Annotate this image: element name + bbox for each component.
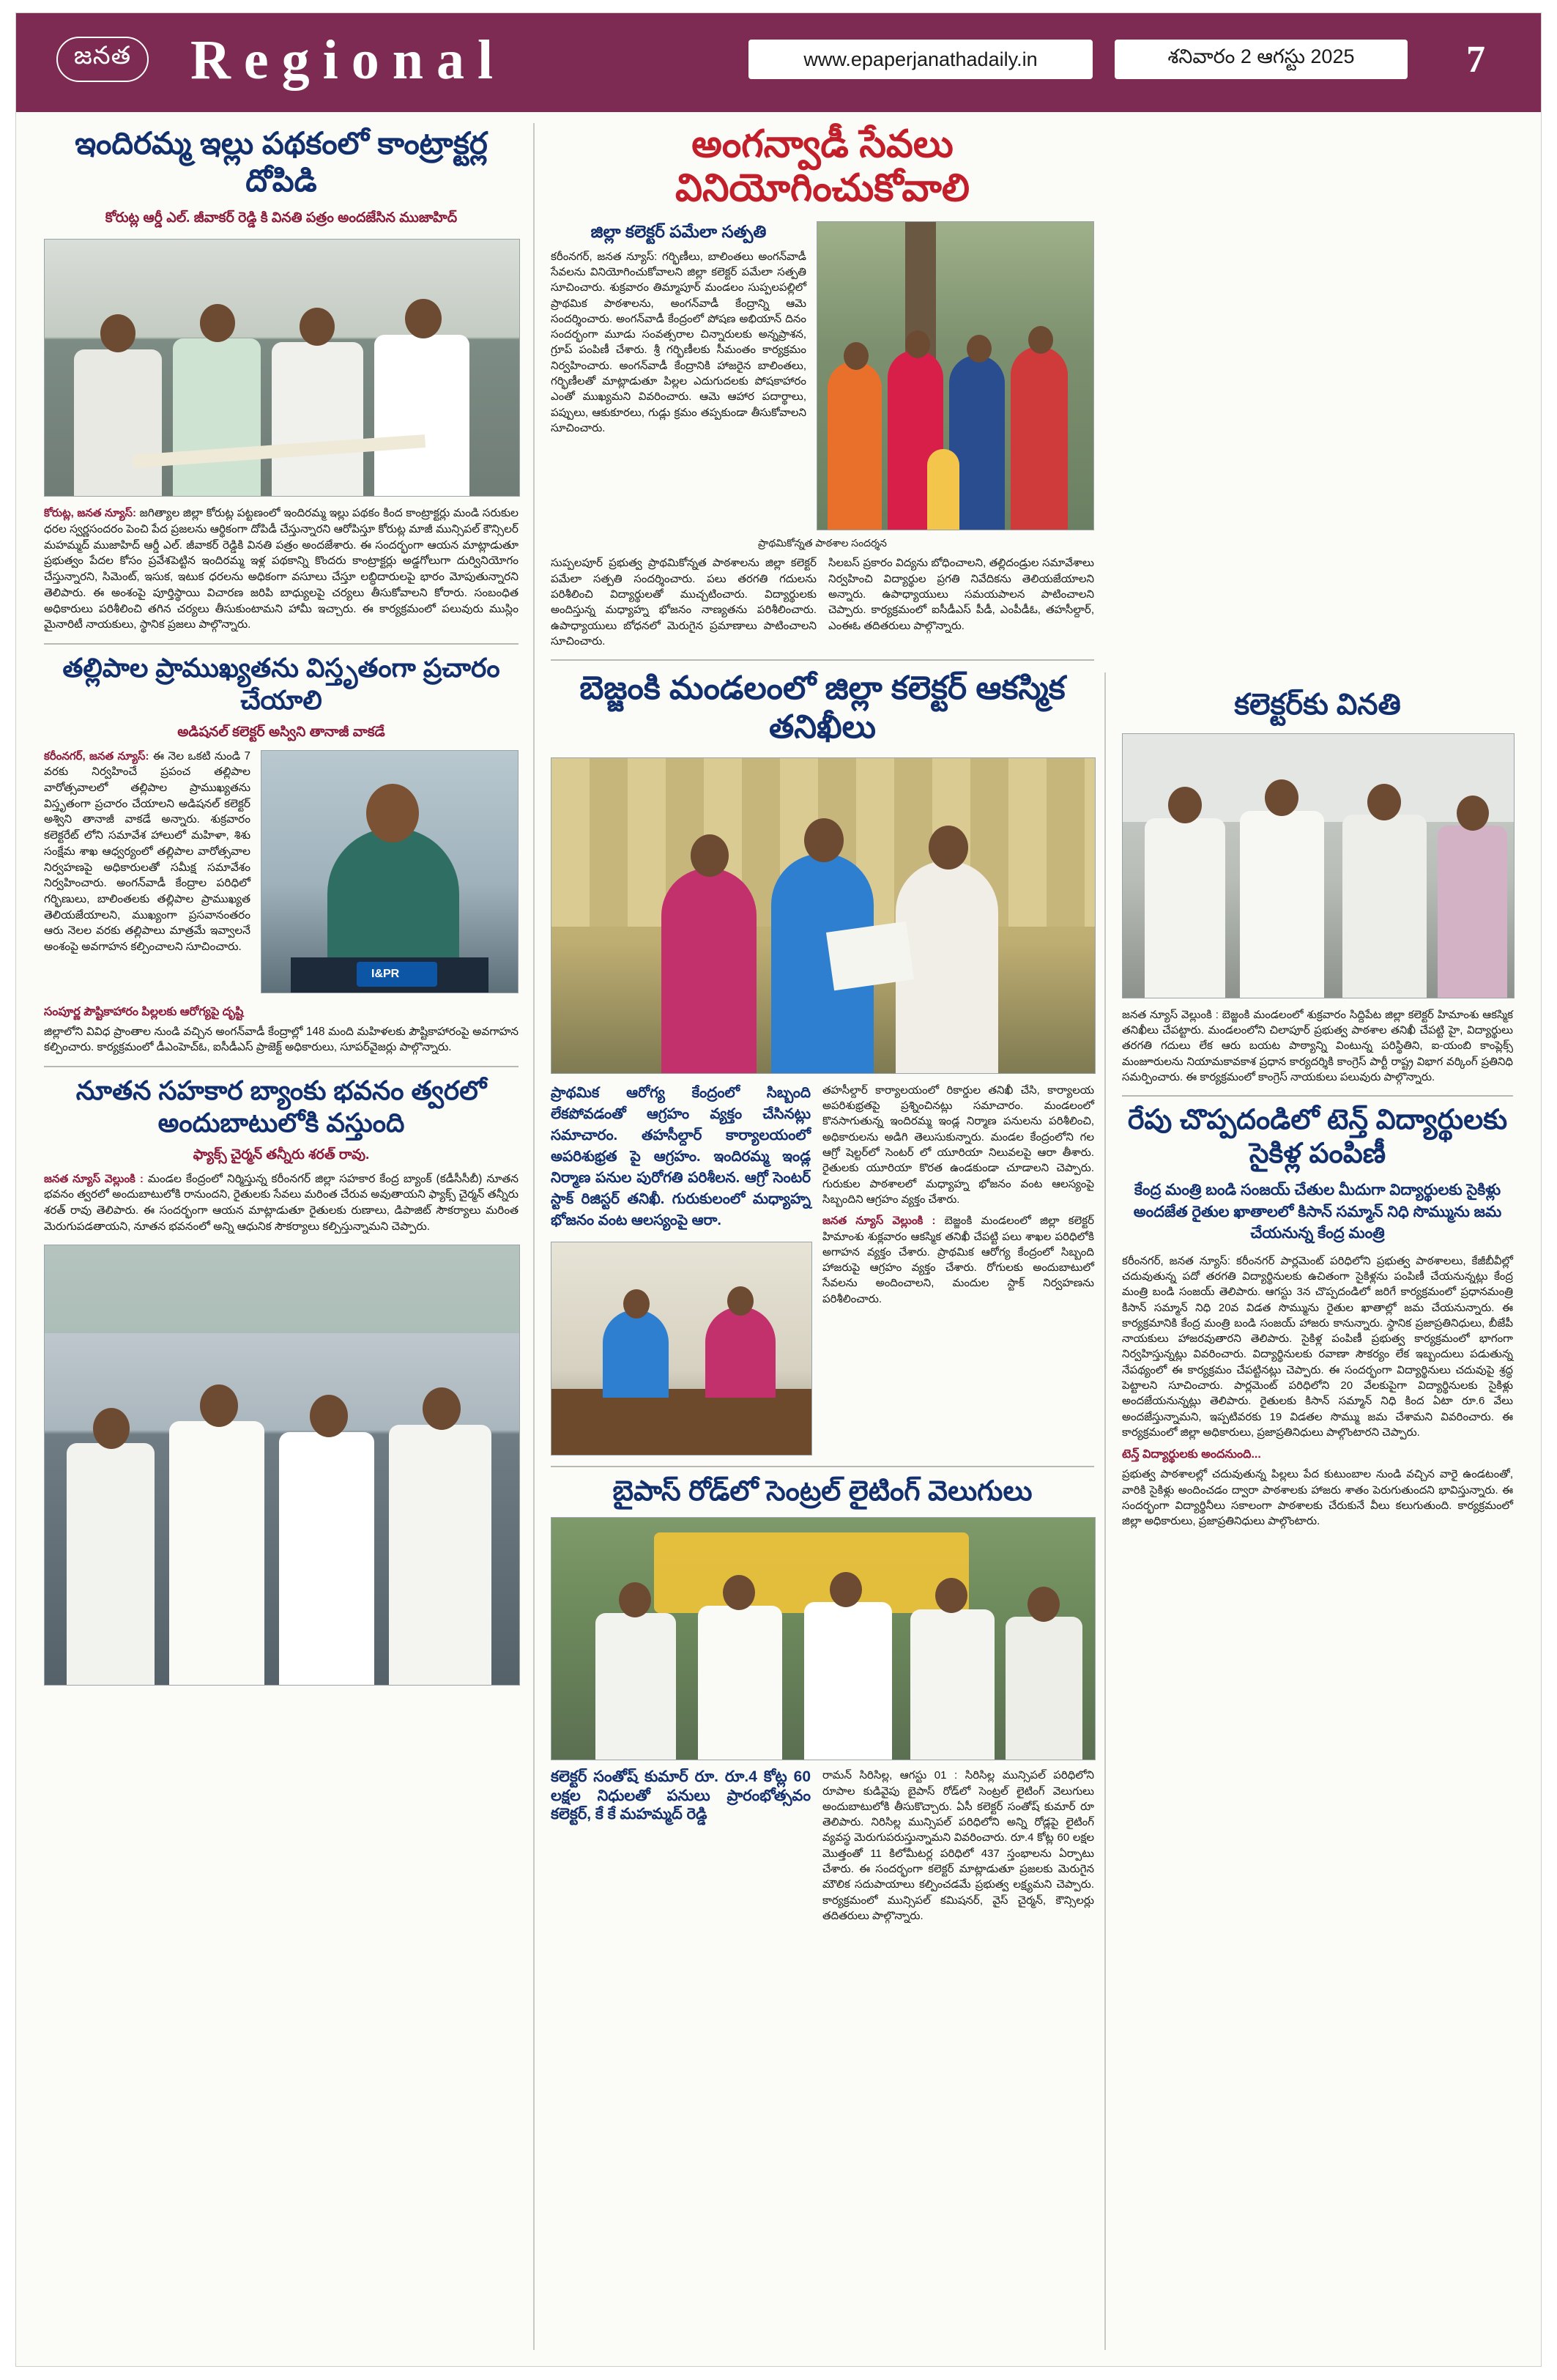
- edition-date: శనివారం 2 ఆగస్టు 2025: [1115, 40, 1408, 79]
- story3-text: మండల కేంద్రంలో నిర్మిస్తున్న కరీంనగర్ జిల్లా సహకార కేంద్ర బ్యాంక్ (కడీసీసీబీ) నూతన భవనం త్వరలో అందుబాటులోకి రానుందని, రైతులకు సేవలు మరింత చేరువ అవుతాయని ఫ్యాక్స్ చైర్మన్ తన్నీరు శరత్ రావు తెలిపారు. ఈ సందర్భంగా ఆయన మాట్లాడుతూ రైతులకు రుణాలు, డిపాజిట్ సౌకర్యాలు మరింత మెరుగుపడతాయని, నూతన భవనంలో అన్ని ఆధునిక సౌకర్యాలు కల్పిస్తున్నామని చెప్పారు.: [44, 1172, 519, 1233]
- divider-2: [44, 1066, 519, 1067]
- masthead: [16, 13, 1541, 107]
- cycle-subblurb: టెన్త్ విద్యార్థులకు అందనుంది...: [1122, 1448, 1261, 1461]
- story3-subhead: ఫ్యాక్స్ చైర్మన్ తన్నీరు శరత్ రావు.: [193, 1146, 370, 1163]
- lead-text-2: సుప్పలపూర్ ప్రభుత్వ ప్రాథమికోన్నత పాఠశాలను జిల్లా కలెక్టర్ పమేలా సత్పతి సందర్శించారు. పలు తరగతి గదులను పరిశీలించి విద్యార్థులతో ముచ్చటించారు. విద్యార్థులకు అందిస్తున్న మధ్యాహ్న భోజనం నాణ్యతను పరిశీలించారు. ఉపాధ్యాయులు బోధనలో మెరుగైన ప్రమాణాలు పాటించాలని సూచించారు.: [551, 557, 817, 648]
- divider-1: [44, 643, 519, 645]
- publication-logo: జనత: [56, 37, 149, 82]
- lead-photo-caption: ప్రాథమికోన్నత పాఠశాల సందర్శన: [758, 536, 887, 549]
- lead-text: కరీంనగర్, జనత న్యూస్: గర్భిణీలు, బాలింతలు అంగన్‌వాడీ సేవలను వినియోగించుకోవాలని జిల్లా కలెక్టర్ పమేలా సత్పతి సూచించారు. శుక్రవారం తిమ్మాపూర్ మండలం సుప్పలపల్లిలో ప్రాథమిక పాఠశాలను, అంగన్‌వాడీ కేంద్రాన్ని ఆమె సందర్శించారు. అంగన్‌వాడీ కేంద్రంలో పోషణ అభియాన్ దినం సందర్భంగా మూడు సంవత్సరాల చిన్నారులకు అన్నప్రాశన, గ్రూప్ పంపిణీ చేశారు. శ్రీ గర్భిణీలకు సీమంతం కార్యక్రమం నిర్వహించారు. అంగన్‌వాడీ కేంద్రానికి హాజరైన బాలింతలు, గర్భిణీలతో మాట్లాడుతూ పిల్లల ఎదుగుదలకు పోషకాహారం ఎంతో ముఖ్యమని వివరించారు. ఆమె ఆహార పదార్థాలు, పప్పులు, ఆకుకూరలు, గుడ్లు క్రమం తప్పకుండా తీసుకోవాలని సూచించారు.: [551, 250, 807, 434]
- page-sheet: [16, 13, 1541, 2366]
- column-divider-1: [533, 123, 535, 2350]
- divider-4: [551, 1466, 1094, 1467]
- story2-subblurb: సంపూర్ణ పౌష్టికాహారం పిల్లలకు ఆరోగ్యపై దృష్టి: [44, 1005, 244, 1018]
- story1-photo-credit: కోరుట్ల, జనత న్యూస్:: [44, 507, 137, 520]
- masthead-rule: [16, 107, 1541, 112]
- story1-headline: ఇందిరమ్మ ఇల్లు పథకంలో కాంట్రాక్టర్ల దోపిడి: [75, 126, 488, 199]
- bezjanki-text: తహసీల్దార్ కార్యాలయంలో రికార్డుల తనిఖీ చేసి, కార్యాలయ అపరిశుభ్రతపై ప్రశ్నించినట్లు సమాచారం. మండలంలో కొనసాగుతున్న ఇందిరమ్మ ఇండ్ల నిర్మాణ పనులను పరిశీలించి, అధికారులను అడిగి తెలుసుకున్నారు. మండల కేంద్రంలోని గల ఆగ్రో షెల్టర్‌లో సెంటర్ లో యూరియా నిలువలపై ఆరా తీశారు. రైతులకు యూరియా కొరత ఉండకుండా చూడాలని చెప్పారు. గురుకుల పాఠశాలలో మధ్యాహ్న భోజనం వంట ఆలస్యంపై సిబ్బందిని ఆగ్రహం వ్యక్తం చేశారు.: [822, 1083, 1094, 1206]
- story3-headline: నూతన సహకార బ్యాంకు భవనం త్వరలో అందుబాటులోకి వస్తుంది: [75, 1075, 487, 1138]
- bypass-caption: కలెక్టర్ సంతోష్ కుమార్ రూ. రూ.4 కోట్ల 60 లక్షల నిధులతో పనులు ప్రారంభోత్సవం కలెక్టర్, కే కే మహమ్మద్ రెడ్డి: [551, 1768, 811, 1823]
- story2-photo: I&PR: [261, 750, 519, 993]
- bypass-photo: [551, 1517, 1096, 1760]
- website-url[interactable]: www.epaperjanathadaily.in: [748, 40, 1093, 79]
- bezjanki-byline: జనత న్యూస్ వెల్లుంకి :: [822, 1215, 936, 1228]
- divider-3: [551, 659, 1094, 661]
- section-title: Regional: [190, 29, 507, 91]
- bezjanki-headline: బెజ్జంకి మండలంలో జిల్లా కలెక్టర్ ఆకస్మిక తనిఖీలు: [579, 670, 1066, 746]
- lead-headline: అంగన్వాడీ సేవలు వినియోగించుకోవాలి: [675, 123, 970, 210]
- story3-photo: [44, 1245, 520, 1686]
- divider-5: [1122, 1095, 1513, 1097]
- story3-byline: జనత న్యూస్ వెల్లుంకి :: [44, 1172, 144, 1185]
- column-1: [44, 125, 519, 1686]
- bypass-text: రామన్ సిరిసిల్ల, ఆగస్టు 01 : సిరిసిల్ల మున్సిపల్ పరిధిలోని రూపాల కుడివైపు బైపాస్ రోడ్‌లో సెంట్రల్ లైటింగ్ వెలుగులు అందుబాటులోకి తీసుకొచ్చారు. ఏసీ కలెక్టర్ సంతోష్ కుమార్ రూ తెలిపారు. నిరిసిల్ల మున్సిపల్ పరిధిలోని అన్ని రోడ్లపై లైటింగ్ వ్యవస్థ మెరుగుపరుస్తున్నామని వివరించారు. రూ.4 కోట్ల 60 లక్షల మొత్తంతో 11 కిలోమీటర్ల పరిధిలో 437 స్తంభాలను ఏర్పాటు చేశారు. ఈ సందర్భంగా కలెక్టర్ మాట్లాడుతూ ప్రజలకు మెరుగైన మౌలిక సదుపాయాలు కల్పించడమే ప్రభుత్వ లక్ష్యమని చెప్పారు. కార్యక్రమంలో మున్సిపల్ కమిషనర్, వైస్ చైర్మన్, కౌన్సిలర్లు తదితరులు పాల్గొన్నారు.: [822, 1769, 1094, 1922]
- lead-text-3: సిలబస్ ప్రకారం విద్యను బోధించాలని, తల్లిదండ్రుల సమావేశాలు నిర్వహించి విద్యార్థుల ప్రగతి నివేదికను తెలియజేయాలని అన్నారు. ఉపాధ్యాయులు సమయపాలన పాటించాలని చెప్పారు. కార్యక్రమంలో ఐసీడీఎస్ పీడీ, ఎంపీడీఓ, తహసీల్దార్, ఎంఈఓ తదితరులు పాల్గొన్నారు.: [828, 557, 1094, 632]
- cycle-text: కరీంనగర్, జనత న్యూస్: కరీంనగర్ పార్లమెంట్ పరిధిలోని ప్రభుత్వ పాఠశాలలు, కేజీబీవీల్లో చదువుతున్న పదో తరగతి విద్యార్థినులకు ఉచితంగా సైకిళ్లను పంపిణీ చేయనున్నట్లు కేంద్ర మంత్రి బండి సంజయ్ తెలిపారు. ఆగస్టు 3న చొప్పదండిలో జరిగే కార్యక్రమంలో ప్రధానమంత్రి కిసాన్ సమ్మాన్ నిధి 20వ విడత సొమ్మును రైతుల ఖాతాల్లో జమ చేయనున్నారు. ఈ కార్యక్రమానికి కేంద్ర మంత్రి బండి సంజయ్ హాజరు కానున్నారు. స్థానిక ప్రజాప్రతినిధులు, బీజేపీ నాయకులు హాజరవుతారని తెలిపారు. సైకిళ్ల పంపిణీ ప్రభుత్వ కార్యక్రమంలో భాగంగా నిర్వహిస్తున్నట్లు వివరించారు. విద్యార్థినులకు రవాణా సౌకర్యం లేక ఇబ్బందులు పడుతున్న నేపథ్యంలో ఈ కార్యక్రమం చేపట్టినట్లు చెప్పారు. ఈ సందర్భంగా విద్యార్థినులు చదువుపై శ్రద్ధ పెట్టాలని సూచించారు. పార్లమెంట్ పరిధిలోని 20 వేలకుపైగా విద్యార్థినులకు సైకిళ్లు అందజేయనున్నట్లు తెలిపారు. రైతులకు కిసాన్ సమ్మాన్ నిధి కింద ఏటా రూ.6 వేలు అందజేస్తున్నామని, ఇప్పటివరకు 19 విడతల సొమ్ము జమ చేశామని వివరించారు. ఈ కార్యక్రమంలో జిల్లా అధికారులు, ప్రజాప్రతినిధులు పాల్గొంటారని చెప్పారు.: [1122, 1254, 1513, 1439]
- story1-photo: [44, 239, 520, 497]
- lead-subhead: జిల్లా కలెక్టర్ పమేలా సత్పతి: [590, 221, 767, 241]
- story2-byline: కరీంనగర్, జనత న్యూస్:: [44, 749, 149, 763]
- column-3: [1122, 687, 1513, 1529]
- bezjanki-lead-points: ప్రాథమిక ఆరోగ్య కేంద్రంలో సిబ్బంది లేకపోవడంతో ఆగ్రహం వ్యక్తం చేసినట్లు సమాచారం. తహసీల్దార్ కార్యాలయంలో అపరిశుభ్రత పై ఆగ్రహం. ఇందిరమ్మ ఇండ్ల నిర్మాణ పనుల పురోగతి పరిశీలన. ఆగ్రో సెంటర్ స్టాక్ రిజిస్టర్ తనిఖీ. గురుకులంలో మధ్యాహ్న భోజనం వంట ఆలస్యంపై ఆరా.: [551, 1084, 811, 1228]
- vinathi-text: జనత న్యూస్ వెల్లుంకి : బెజ్జంకి మండలంలో శుక్రవారం సిద్దిపేట జిల్లా కలెక్టర్ హిమాంశు ఆకస్మిక తనిఖీలు చేపట్టారు. మండలంలోని చిలాపూర్ ప్రభుత్వ పాఠశాల తనిఖీ చేపట్టి హై, విద్యార్థులు తరగతి గదులు లేక ఆరు బయట పాఠ్యాన్ని వింటున్న పరిస్థితిని, ఐ-యంబి కాంప్లెక్స్ మంజూరులను నియామకావకాశ ప్రధాన కార్యదర్శికి కాంగ్రెస్ పార్టీ రాష్ట్ర విభాగ వర్కింగ్ ప్రతినిధి సమర్పించారు. ఈ కార్యక్రమంలో కాంగ్రెస్ నాయకులు పలువురు పాల్గొన్నారు.: [1122, 1008, 1513, 1083]
- cycle-headline: రేపు చొప్పదండిలో టెన్త్ విద్యార్థులకు సైకిళ్ల పంపిణీ: [1127, 1105, 1508, 1169]
- vinathi-photo: [1122, 733, 1515, 998]
- story2-subhead: అడిషనల్ కలెక్టర్ అస్విని తానాజీ వాకడే: [177, 724, 385, 740]
- masthead-logo-wrap: [29, 21, 176, 97]
- bypass-headline: బైపాస్ రోడ్‌లో సెంట్రల్ లైటింగ్ వెలుగులు: [612, 1475, 1033, 1507]
- story1-text: జగిత్యాల జిల్లా కోరుట్ల పట్టణంలో ఇందిరమ్మ ఇల్లు పథకం కింద కాంట్రాక్టర్లు మండి సరుకుల ధరల స్వర్ణసందరం పెంచి పేద ప్రజలను ఆర్థికంగా దోపిడీ చేస్తున్నారని ఆరోపిస్తూ కోరుట్ల మాజీ మున్సిపల్ కౌన్సిలర్ మహమ్మద్ ముజాహిద్ ఆర్డీ ఎల్. జీవాకర్ రెడ్డికి వినతి పత్రం అందజేశారు. ఈ సందర్భంగా ఆయన మాట్లాడుతూ ప్రభుత్వం పేదల కోసం ప్రవేశపెట్టిన ఇందిరమ్మ ఇళ్ల పథకాన్ని కొందరు కాంట్రాక్టర్లు అడ్డగోలుగా దుర్వినియోగం చేస్తున్నారని, సిమెంట్, ఇసుక, ఇటుక ధరలను అధికంగా వసూలు చేస్తూ లబ్ధిదారులపై భారం మోపుతున్నారని తెలిపారు. ఈ అంశంపై పూర్తిస్థాయి విచారణ జరిపి బాధ్యులపై చర్యలు తీసుకోవాలని కోరారు. సంబంధిత అధికారులు పరిశీలించి తగిన చర్యలు తీసుకుంటామని హామీ ఇచ్చారు. ఈ కార్యక్రమంలో పలువురు ముస్లిం మైనారిటీ నాయకులు, స్థానిక ప్రజలు పాల్గొన్నారు.: [44, 507, 519, 631]
- bezjanki-photo-2: [551, 1242, 812, 1456]
- bezjanki-photo: [551, 757, 1096, 1074]
- cycle-text-2: ప్రభుత్వ పాఠశాలల్లో చదువుతున్న పిల్లలు పేద కుటుంబాల నుండి వచ్చిన వారై ఉండటంతో, వారికి సైకిళ్లు అందించడం ద్వారా పాఠశాలకు హాజరు శాతం పెరుగుతుందని భావిస్తున్నారు. ఈ సందర్భంగా విద్యార్థినీలు సకాలంగా పాఠశాలకు చేరుకునే వీలు కలుగుతుంది. కార్యక్రమంలో జిల్లా అధికారులు, ప్రజాప్రతినిధులు పాల్గొంటారు.: [1122, 1468, 1513, 1528]
- story2-text2: జిల్లాలోని వివిధ ప్రాంతాల నుండి వచ్చిన అంగన్‌వాడీ కేంద్రాల్లో 148 మంది మహిళలకు పౌష్టికాహారంపై అవగాహన కల్పించారు. కార్యక్రమంలో డీఎంహెచ్‌ఓ, ఐసీడీఎస్ ప్రాజెక్ట్ అధికారులు, సూపర్‌వైజర్లు పాల్గొన్నారు.: [44, 1025, 519, 1054]
- page-number: 7: [1466, 38, 1485, 81]
- lead-photo: [817, 221, 1094, 530]
- column-2: [551, 123, 1094, 1924]
- story2-headline: తల్లిపాల ప్రాముఖ్యతను విస్తృతంగా ప్రచారం చేయాలి: [62, 652, 500, 715]
- vinathi-headline: కలెక్టర్‌కు వినతి: [1234, 689, 1401, 721]
- cycle-subhead: కేంద్ర మంత్రి బండి సంజయ్ చేతుల మీదుగా విద్యార్థులకు సైకిళ్లు అందజేత రైతుల ఖాతాలలో కిసాన్ సమ్మాన్ నిధి సొమ్మును జమ చేయనున్న కేంద్ర మంత్రి: [1133, 1182, 1502, 1242]
- column-divider-2: [1104, 672, 1106, 2350]
- bezjanki-text-2: బెజ్జంకి మండలంలో జిల్లా కలెక్టర్ హిమాంశు శుక్లవారం ఆకస్మిక తనిఖీ చేపట్టి పలు శాఖల పరిధిలోకి అగాహన వ్యక్తం చేశారు. ప్రాథమిక ఆరోగ్య కేంద్రంలో సిబ్బంది హాజరుపై ఆగ్రహం వ్యక్తం చేశారు. రోగులకు అందుబాటులో సేవలను అందించాలని, మందుల స్టాక్ నిర్వహణను పరిశీలించారు.: [822, 1215, 1094, 1305]
- story2-text: ఈ నెల ఒకటి నుండి 7 వరకు నిర్వహించే ప్రపంచ తల్లిపాల వారోత్సవాలలో తల్లిపాల ప్రాముఖ్యతను విస్తృతంగా ప్రచారం చేయాలని అడిషనల్ కలెక్టర్ అశ్విని తానాజీ వాకడే అన్నారు. శుక్రవారం కలెక్టరేట్ లోని సమావేశ హాలులో మహిళా, శిశు సంక్షేమ శాఖ ఆధ్వర్యంలో తల్లిపాల వారోత్సవాల నిర్వహణపై అధికారులతో సమీక్ష సమావేశం నిర్వహించారు. అంగన్‌వాడీ కేంద్రాల పరిధిలో గర్భిణులు, బాలింతలకు తల్లిపాల ప్రాముఖ్యత తెలియజేయాలని, ముఖ్యంగా ప్రసవానంతరం ఆరు నెలల వరకు తల్లిపాలు మాత్రమే ఇవ్వాలనే అంశంపై అవగాహన కల్పించాలని సూచించారు.: [44, 749, 250, 954]
- story1-subhead: కోరుట్ల ఆర్డీ ఎల్. జీవాకర్ రెడ్డి కి వినతి పత్రం అందజేసిన ముజాహిద్: [105, 210, 458, 226]
